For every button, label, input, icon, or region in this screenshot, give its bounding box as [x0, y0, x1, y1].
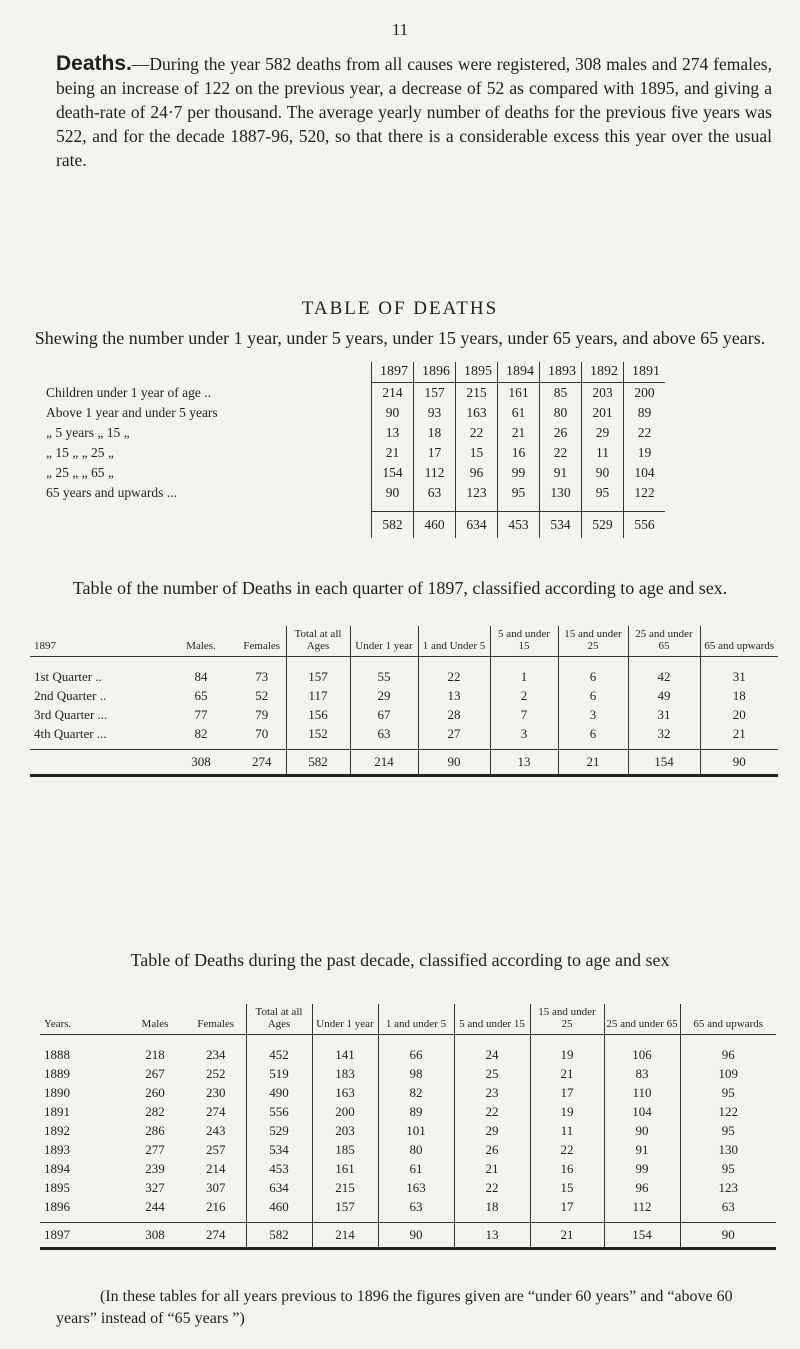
table2-row: [30, 657, 778, 687]
cell-value: 104: [624, 463, 666, 483]
table3-row: [40, 1178, 776, 1197]
cell-value: 22: [454, 1102, 530, 1121]
cell-value: 244: [145, 1198, 165, 1214]
cell-value: 22: [624, 423, 666, 443]
total-value: 154: [604, 1223, 680, 1249]
table1-row: [40, 483, 770, 503]
column-header: 1897: [34, 640, 56, 652]
cell-value: 79: [255, 706, 269, 722]
column-header: Females: [243, 640, 281, 652]
cell-value: 42: [628, 657, 700, 687]
column-header: Total at all Ages: [246, 1004, 312, 1035]
cell-value: 200: [624, 383, 666, 404]
cell-value: 82: [378, 1083, 454, 1102]
row-label: 1894: [44, 1160, 70, 1176]
cell-value: 96: [456, 463, 498, 483]
cell-value: 234: [206, 1046, 226, 1062]
cell-value: 185: [312, 1140, 378, 1159]
cell-value: 216: [206, 1198, 226, 1214]
cell-value: 286: [145, 1122, 165, 1138]
row-label: 1st Quarter ..: [34, 668, 102, 684]
cell-value: 61: [378, 1159, 454, 1178]
cell-value: 3: [490, 724, 558, 743]
total-value: 308: [164, 750, 238, 776]
column-header: Females: [197, 1018, 235, 1030]
cell-value: 161: [312, 1159, 378, 1178]
cell-value: 2: [490, 686, 558, 705]
column-header: 15 and under 25: [530, 1004, 604, 1035]
cell-value: 123: [456, 483, 498, 503]
cell-value: 16: [498, 443, 540, 463]
cell-value: 65: [194, 687, 208, 703]
cell-value: 19: [530, 1035, 604, 1065]
cell-value: 201: [582, 403, 624, 423]
cell-value: 13: [418, 686, 490, 705]
cell-value: 20: [700, 705, 778, 724]
cell-value: 123: [680, 1178, 776, 1197]
row-label: „ 25 „ „ 65 „: [46, 465, 114, 480]
cell-value: 6: [558, 724, 628, 743]
table3-totals-row: [40, 1223, 776, 1249]
cell-value: 453: [246, 1159, 312, 1178]
total-value: 90: [700, 750, 778, 776]
cell-value: 215: [312, 1178, 378, 1197]
cell-value: 82: [194, 725, 208, 741]
column-header: 1 and under 5: [378, 1004, 454, 1035]
year-header: 1893: [540, 362, 582, 383]
cell-value: 17: [414, 443, 456, 463]
cell-value: 63: [414, 483, 456, 503]
cell-value: 156: [286, 705, 350, 724]
total-value: 154: [628, 750, 700, 776]
table1-row: [40, 443, 770, 463]
cell-value: 63: [378, 1197, 454, 1216]
table3-row: [40, 1102, 776, 1121]
table3-row: [40, 1159, 776, 1178]
table1-row: [40, 403, 770, 423]
cell-value: 80: [378, 1140, 454, 1159]
table1-heading: TABLE OF DEATHS: [301, 298, 499, 319]
cell-value: 67: [350, 705, 418, 724]
cell-value: 90: [372, 403, 414, 423]
cell-value: 52: [255, 687, 269, 703]
cell-value: 556: [246, 1102, 312, 1121]
total-value: 90: [418, 750, 490, 776]
cell-value: 243: [206, 1122, 226, 1138]
cell-value: 203: [312, 1121, 378, 1140]
cell-value: 28: [418, 705, 490, 724]
cell-value: 163: [378, 1178, 454, 1197]
cell-value: 109: [680, 1064, 776, 1083]
table-deaths-by-age-years: [40, 362, 770, 538]
table3-row: [40, 1083, 776, 1102]
cell-value: 96: [604, 1178, 680, 1197]
table2-row: [30, 686, 778, 705]
cell-value: 17: [530, 1197, 604, 1216]
cell-value: 327: [145, 1179, 165, 1195]
cell-value: 122: [680, 1102, 776, 1121]
table1-row: [40, 383, 770, 404]
column-header: 65 and upwards: [700, 626, 778, 657]
column-header: Males: [141, 1018, 169, 1030]
row-label: 1896: [44, 1198, 70, 1214]
year-header: 1897: [372, 362, 414, 383]
cell-value: 80: [540, 403, 582, 423]
cell-value: 21: [454, 1159, 530, 1178]
cell-value: 157: [286, 657, 350, 687]
cell-value: 161: [498, 383, 540, 404]
cell-value: 214: [372, 383, 414, 404]
cell-value: 22: [418, 657, 490, 687]
table3-caption: Table of Deaths during the past decade, classified according to age and sex: [130, 950, 670, 970]
column-header: Total at all Ages: [286, 626, 350, 657]
cell-value: 19: [530, 1102, 604, 1121]
cell-value: 15: [456, 443, 498, 463]
cell-value: 93: [414, 403, 456, 423]
cell-value: 277: [145, 1141, 165, 1157]
row-label: 4th Quarter ...: [34, 725, 107, 741]
cell-value: 31: [700, 657, 778, 687]
cell-value: 130: [540, 483, 582, 503]
column-header: Under 1 year: [312, 1004, 378, 1035]
cell-value: 77: [194, 706, 208, 722]
cell-value: 96: [680, 1035, 776, 1065]
cell-value: 21: [498, 423, 540, 443]
cell-value: 16: [530, 1159, 604, 1178]
cell-value: 112: [414, 463, 456, 483]
cell-value: 95: [680, 1083, 776, 1102]
row-label: „ 5 years „ 15 „: [46, 425, 130, 440]
cell-value: 90: [604, 1121, 680, 1140]
cell-value: 73: [255, 668, 269, 684]
cell-value: 99: [498, 463, 540, 483]
table3-row: [40, 1121, 776, 1140]
cell-value: 29: [582, 423, 624, 443]
year-header: 1896: [414, 362, 456, 383]
cell-value: 89: [378, 1102, 454, 1121]
table1-row: [40, 423, 770, 443]
table1-totals-row: [40, 512, 770, 539]
cell-value: 26: [540, 423, 582, 443]
cell-value: 85: [540, 383, 582, 404]
cell-value: 130: [680, 1140, 776, 1159]
cell-value: 110: [604, 1083, 680, 1102]
table2-caption: Table of the number of Deaths in each quarter of 1897, classified according to age and sex.: [72, 578, 728, 598]
total-value: 21: [530, 1223, 604, 1249]
total-value: 582: [286, 750, 350, 776]
cell-value: 17: [530, 1083, 604, 1102]
cell-value: 21: [372, 443, 414, 463]
cell-value: 122: [624, 483, 666, 503]
column-header: 15 and under 25: [558, 626, 628, 657]
cell-value: 7: [490, 705, 558, 724]
column-header: 65 and upwards: [680, 1004, 776, 1035]
intro-text: —During the year 582 deaths from all causes were registered, 308 males and 274 females, being an increase of 122 on the previous year, a decrease of 52 as compared with 1895, and giving a death-rate of 24·7 per thousand. The average yearly number of deaths for the previous five years was 522, and for the decade 1887-96, 520, so that there is a considerable excess this year over the usual rate.: [56, 54, 772, 170]
row-label: 2nd Quarter ..: [34, 687, 107, 703]
cell-value: 452: [246, 1035, 312, 1065]
cell-value: 267: [145, 1065, 165, 1081]
cell-value: 25: [454, 1064, 530, 1083]
cell-value: 101: [378, 1121, 454, 1140]
column-header: 25 and under 65: [628, 626, 700, 657]
cell-value: 23: [454, 1083, 530, 1102]
cell-value: 84: [194, 668, 208, 684]
table1-caption: Shewing the number under 1 year, under 5 years, under 15 years, under 65 years, and above 65 years.: [34, 328, 766, 348]
row-label: 1888: [44, 1046, 70, 1062]
cell-value: 141: [312, 1035, 378, 1065]
cell-value: 95: [582, 483, 624, 503]
row-label: 1889: [44, 1065, 70, 1081]
cell-value: 230: [206, 1084, 226, 1100]
cell-value: 18: [414, 423, 456, 443]
cell-value: 203: [582, 383, 624, 404]
cell-value: 66: [378, 1035, 454, 1065]
cell-value: 22: [456, 423, 498, 443]
cell-value: 31: [628, 705, 700, 724]
column-header: Under 1 year: [350, 626, 418, 657]
cell-value: 106: [604, 1035, 680, 1065]
row-label: 1892: [44, 1122, 70, 1138]
table3-header-row: [40, 1004, 776, 1035]
cell-value: 63: [350, 724, 418, 743]
total-value: 453: [498, 512, 540, 539]
cell-value: 117: [286, 686, 350, 705]
cell-value: 95: [680, 1121, 776, 1140]
cell-value: 22: [454, 1178, 530, 1197]
table-deaths-by-quarter: [30, 626, 778, 777]
cell-value: 214: [206, 1160, 226, 1176]
cell-value: 61: [498, 403, 540, 423]
cell-value: 274: [206, 1103, 226, 1119]
cell-value: 519: [246, 1064, 312, 1083]
column-header: 1 and Under 5: [418, 626, 490, 657]
cell-value: 98: [378, 1064, 454, 1083]
total-value: 534: [540, 512, 582, 539]
total-value: 214: [350, 750, 418, 776]
cell-value: 200: [312, 1102, 378, 1121]
table3-row: [40, 1035, 776, 1065]
cell-value: 21: [700, 724, 778, 743]
cell-value: 260: [145, 1084, 165, 1100]
cell-value: 252: [206, 1065, 226, 1081]
table1-row: [40, 463, 770, 483]
cell-value: 83: [604, 1064, 680, 1083]
cell-value: 22: [540, 443, 582, 463]
row-label: 1891: [44, 1103, 70, 1119]
cell-value: 32: [628, 724, 700, 743]
row-label: Above 1 year and under 5 years: [46, 405, 218, 420]
total-value: 460: [414, 512, 456, 539]
cell-value: 163: [456, 403, 498, 423]
table2-totals-row: [30, 750, 778, 776]
cell-value: 18: [700, 686, 778, 705]
cell-value: 529: [246, 1121, 312, 1140]
cell-value: 163: [312, 1083, 378, 1102]
cell-value: 3: [558, 705, 628, 724]
table2-row: [30, 724, 778, 743]
total-value: 214: [312, 1223, 378, 1249]
cell-value: 534: [246, 1140, 312, 1159]
row-label: Children under 1 year of age ..: [46, 384, 211, 400]
year-header: 1895: [456, 362, 498, 383]
cell-value: 90: [582, 463, 624, 483]
cell-value: 21: [530, 1064, 604, 1083]
cell-value: 215: [456, 383, 498, 404]
cell-value: 27: [418, 724, 490, 743]
cell-value: 460: [246, 1197, 312, 1216]
total-value: 90: [680, 1223, 776, 1249]
cell-value: 307: [206, 1179, 226, 1195]
total-value: 556: [624, 512, 666, 539]
row-label: „ 15 „ „ 25 „: [46, 445, 114, 460]
cell-value: 104: [604, 1102, 680, 1121]
total-row-label: 1897: [40, 1223, 124, 1249]
cell-value: 11: [530, 1121, 604, 1140]
year-header: 1892: [582, 362, 624, 383]
cell-value: 29: [350, 686, 418, 705]
cell-value: 112: [604, 1197, 680, 1216]
cell-value: 239: [145, 1160, 165, 1176]
cell-value: 70: [255, 725, 269, 741]
cell-value: 157: [312, 1197, 378, 1216]
column-header: Males.: [186, 640, 216, 652]
total-value: 13: [454, 1223, 530, 1249]
cell-value: 152: [286, 724, 350, 743]
cell-value: 218: [145, 1046, 165, 1062]
total-value: 21: [558, 750, 628, 776]
cell-value: 95: [498, 483, 540, 503]
row-label: 1890: [44, 1084, 70, 1100]
total-value: 529: [582, 512, 624, 539]
cell-value: 257: [206, 1141, 226, 1157]
total-value: 90: [378, 1223, 454, 1249]
total-value: 274: [186, 1223, 246, 1249]
cell-value: 183: [312, 1064, 378, 1083]
cell-value: 282: [145, 1103, 165, 1119]
row-label: 65 years and upwards ...: [46, 485, 177, 500]
row-label: 1895: [44, 1179, 70, 1195]
table2-row: [30, 705, 778, 724]
cell-value: 91: [540, 463, 582, 483]
cell-value: 19: [624, 443, 666, 463]
cell-value: 634: [246, 1178, 312, 1197]
cell-value: 90: [372, 483, 414, 503]
cell-value: 11: [582, 443, 624, 463]
cell-value: 89: [624, 403, 666, 423]
total-value: 582: [246, 1223, 312, 1249]
footnote: (In these tables for all years previous to 1896 the figures given are “under 60 years” and “above 60 years” instead of “65 years ”): [56, 1288, 733, 1327]
column-header: Years.: [44, 1018, 72, 1030]
row-label: 3rd Quarter ...: [34, 706, 108, 722]
cell-value: 26: [454, 1140, 530, 1159]
table3-row: [40, 1140, 776, 1159]
intro-lead: Deaths.: [56, 52, 132, 75]
cell-value: 24: [454, 1035, 530, 1065]
column-header: 5 and under 15: [490, 626, 558, 657]
cell-value: 22: [530, 1140, 604, 1159]
page-number: 11: [391, 20, 409, 39]
cell-value: 157: [414, 383, 456, 404]
cell-value: 154: [372, 463, 414, 483]
cell-value: 18: [454, 1197, 530, 1216]
table3-row: [40, 1197, 776, 1216]
total-value: 582: [372, 512, 414, 539]
cell-value: 55: [350, 657, 418, 687]
column-header: 25 and under 65: [604, 1004, 680, 1035]
intro-paragraph: [56, 52, 772, 172]
column-header: 5 and under 15: [454, 1004, 530, 1035]
cell-value: 99: [604, 1159, 680, 1178]
cell-value: 6: [558, 686, 628, 705]
cell-value: 91: [604, 1140, 680, 1159]
total-value: 274: [238, 750, 286, 776]
cell-value: 15: [530, 1178, 604, 1197]
total-value: 13: [490, 750, 558, 776]
cell-value: 1: [490, 657, 558, 687]
row-label: 1893: [44, 1141, 70, 1157]
year-header: 1891: [624, 362, 666, 383]
cell-value: 29: [454, 1121, 530, 1140]
cell-value: 95: [680, 1159, 776, 1178]
table-deaths-past-decade: [40, 1004, 776, 1250]
cell-value: 63: [680, 1197, 776, 1216]
cell-value: 49: [628, 686, 700, 705]
table1-header-row: [40, 362, 770, 383]
year-header: 1894: [498, 362, 540, 383]
total-value: 634: [456, 512, 498, 539]
cell-value: 6: [558, 657, 628, 687]
total-value: 308: [124, 1223, 186, 1249]
table2-header-row: [30, 626, 778, 657]
cell-value: 13: [372, 423, 414, 443]
cell-value: 490: [246, 1083, 312, 1102]
table3-row: [40, 1064, 776, 1083]
